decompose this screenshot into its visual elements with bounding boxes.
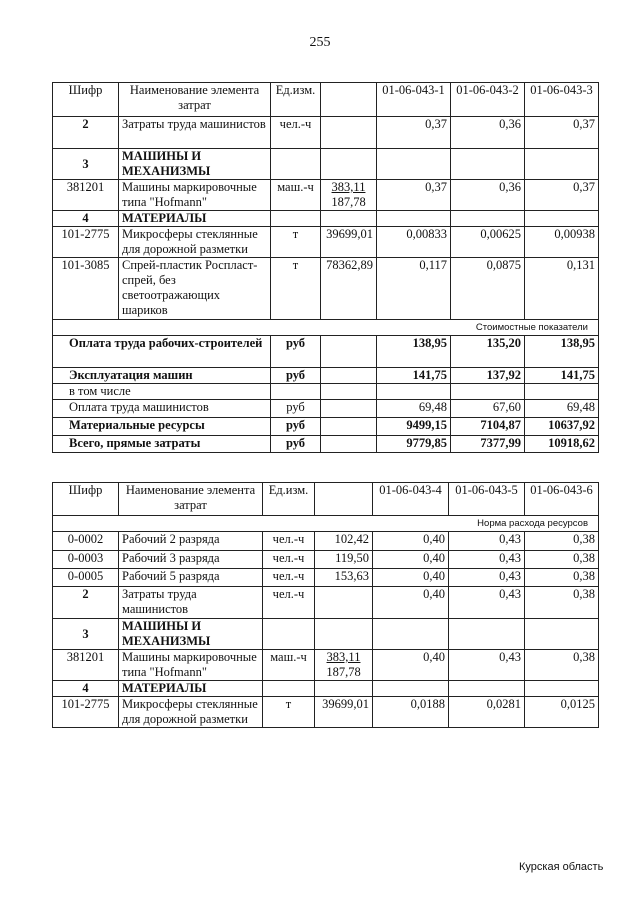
name-cell: Рабочий 3 разряда: [119, 551, 263, 569]
section-title: МАТЕРИАЛЫ: [119, 211, 271, 227]
table-header-row: [53, 83, 599, 117]
table-row: [53, 681, 599, 697]
section-title: МАТЕРИАЛЫ: [119, 681, 263, 697]
price-cell: [321, 180, 377, 211]
cipher-cell: 0-0005: [53, 569, 119, 587]
header-price: [315, 483, 373, 516]
value-cell: 0,00833: [377, 227, 451, 258]
cipher-cell: 0-0002: [53, 532, 119, 551]
table-row: [53, 117, 599, 149]
value-cell: 0,00938: [525, 227, 599, 258]
value-cell: 0,43: [449, 650, 525, 681]
price-cell: [321, 117, 377, 149]
value-cell: 0,0125: [525, 697, 599, 728]
value-cell: 0,00625: [451, 227, 525, 258]
unit-cell: руб: [271, 436, 321, 453]
cost-row: [53, 384, 599, 400]
header-code: 01-06-043-6: [525, 483, 599, 516]
value-cell: 69,48: [377, 400, 451, 418]
unit-cell: т: [263, 697, 315, 728]
table-row: [53, 227, 599, 258]
table-header-row: [53, 483, 599, 516]
price-value: 383,11: [331, 180, 366, 194]
name-cell: Микросферы стеклянные для дорожной разметки: [119, 697, 263, 728]
unit-cell: чел.-ч: [271, 117, 321, 149]
subheader-row: [53, 320, 599, 336]
value-cell: 69,48: [525, 400, 599, 418]
name-cell: Затраты труда машинистов: [119, 587, 263, 619]
value-cell: 7377,99: [451, 436, 525, 453]
table-row: [53, 149, 599, 180]
unit-cell: чел.-ч: [263, 569, 315, 587]
table-row: [53, 569, 599, 587]
value-cell: 0,0188: [373, 697, 449, 728]
unit-cell: маш.-ч: [263, 650, 315, 681]
price-cell: [315, 587, 373, 619]
unit-cell: т: [271, 227, 321, 258]
cipher-cell: 101-2775: [53, 227, 119, 258]
value-cell: 0,37: [377, 180, 451, 211]
table-row: [53, 697, 599, 728]
unit-cell: чел.-ч: [263, 551, 315, 569]
price-cell: [315, 650, 373, 681]
value-cell: 0,0875: [451, 258, 525, 320]
subheader-row: [53, 516, 599, 532]
value-cell: 0,40: [373, 650, 449, 681]
value-cell: 0,38: [525, 551, 599, 569]
value-cell: 10918,62: [525, 436, 599, 453]
header-name: Наименование элемента затрат: [119, 483, 263, 516]
cipher-cell: 381201: [53, 180, 119, 211]
value-cell: 0,43: [449, 587, 525, 619]
cost-name: Эксплуатация машин: [53, 368, 271, 384]
value-cell: 0,37: [377, 117, 451, 149]
section-title: МАШИНЫ И МЕХАНИЗМЫ: [119, 619, 263, 650]
name-cell: Микросферы стеклянные для дорожной разметки: [119, 227, 271, 258]
cipher-cell: 101-2775: [53, 697, 119, 728]
value-cell: 0,36: [451, 117, 525, 149]
cost-name: Всего, прямые затраты: [53, 436, 271, 453]
table-row: [53, 587, 599, 619]
unit-cell: руб: [271, 400, 321, 418]
name-cell: Затраты труда машинистов: [119, 117, 271, 149]
value-cell: 0,38: [525, 650, 599, 681]
value-cell: 9779,85: [377, 436, 451, 453]
name-cell: Машины маркировочные типа "Hofmann": [119, 180, 271, 211]
header-unit: Ед.изм.: [263, 483, 315, 516]
value-cell: 0,40: [373, 551, 449, 569]
value-cell: 0,117: [377, 258, 451, 320]
resource-table-2: [52, 482, 599, 728]
value-cell: 135,20: [451, 336, 525, 368]
header-price: [321, 83, 377, 117]
name-cell: Рабочий 5 разряда: [119, 569, 263, 587]
value-cell: 137,92: [451, 368, 525, 384]
header-code: 01-06-043-5: [449, 483, 525, 516]
value-cell: 0,37: [525, 180, 599, 211]
cipher-cell: 4: [53, 681, 119, 697]
name-cell: Рабочий 2 разряда: [119, 532, 263, 551]
value-cell: 0,40: [373, 587, 449, 619]
value-cell: 141,75: [377, 368, 451, 384]
unit-cell: руб: [271, 418, 321, 436]
name-cell: Машины маркировочные типа "Hofmann": [119, 650, 263, 681]
value-cell: 0,36: [451, 180, 525, 211]
table-row: [53, 650, 599, 681]
price-cell: 102,42: [315, 532, 373, 551]
value-cell: 141,75: [525, 368, 599, 384]
cost-name: в том числе: [53, 384, 271, 400]
value-cell: 0,131: [525, 258, 599, 320]
header-code: 01-06-043-2: [451, 83, 525, 117]
unit-cell: чел.-ч: [263, 532, 315, 551]
price-cell: 78362,89: [321, 258, 377, 320]
cipher-cell: 3: [53, 619, 119, 650]
unit-cell: руб: [271, 368, 321, 384]
header-code: 01-06-043-1: [377, 83, 451, 117]
table-row: [53, 532, 599, 551]
cipher-cell: 101-3085: [53, 258, 119, 320]
cost-name: Оплата труда машинистов: [53, 400, 271, 418]
cost-row: [53, 336, 599, 368]
value-cell: 67,60: [451, 400, 525, 418]
price-cell: 119,50: [315, 551, 373, 569]
cipher-cell: 0-0003: [53, 551, 119, 569]
cost-row: [53, 418, 599, 436]
value-cell: 0,0281: [449, 697, 525, 728]
value-cell: 0,40: [373, 569, 449, 587]
cost-name: Материальные ресурсы: [53, 418, 271, 436]
cipher-cell: 2: [53, 117, 119, 149]
header-name: Наименование элемента затрат: [119, 83, 271, 117]
table-row: [53, 211, 599, 227]
cipher-cell: 3: [53, 149, 119, 180]
table-row: [53, 180, 599, 211]
unit-cell: т: [271, 258, 321, 320]
value-cell: 10637,92: [525, 418, 599, 436]
value-cell: 0,37: [525, 117, 599, 149]
value-cell: 0,43: [449, 551, 525, 569]
header-code: 01-06-043-4: [373, 483, 449, 516]
price-value-2: 187,78: [331, 195, 366, 209]
name-cell: Спрей-пластик Роспласт-спрей, без светоотражающих шариков: [119, 258, 271, 320]
value-cell: 7104,87: [451, 418, 525, 436]
header-code: 01-06-043-3: [525, 83, 599, 117]
price-cell: 39699,01: [315, 697, 373, 728]
cost-row: [53, 368, 599, 384]
value-cell: 0,43: [449, 569, 525, 587]
page-number: 255: [309, 35, 331, 50]
value-cell: 0,38: [525, 569, 599, 587]
cost-row: [53, 436, 599, 453]
unit-cell: руб: [271, 336, 321, 368]
value-cell: 0,40: [373, 532, 449, 551]
header-unit: Ед.изм.: [271, 83, 321, 117]
cipher-cell: 4: [53, 211, 119, 227]
subheader-label: Стоимостные показатели: [53, 320, 599, 336]
table-row: [53, 258, 599, 320]
value-cell: 138,95: [377, 336, 451, 368]
unit-cell: маш.-ч: [271, 180, 321, 211]
value-cell: 0,38: [525, 532, 599, 551]
price-value-2: 187,78: [326, 665, 361, 679]
header-cipher: Шифр: [53, 83, 119, 117]
value-cell: 0,43: [449, 532, 525, 551]
cipher-cell: 381201: [53, 650, 119, 681]
unit-cell: чел.-ч: [263, 587, 315, 619]
value-cell: 0,38: [525, 587, 599, 619]
price-cell: 153,63: [315, 569, 373, 587]
value-cell: 9499,15: [377, 418, 451, 436]
subheader-label: Норма расхода ресурсов: [53, 516, 599, 532]
price-cell: 39699,01: [321, 227, 377, 258]
price-value: 383,11: [326, 650, 361, 664]
section-title: МАШИНЫ И МЕХАНИЗМЫ: [119, 149, 271, 180]
table-row: [53, 619, 599, 650]
value-cell: 138,95: [525, 336, 599, 368]
header-cipher: Шифр: [53, 483, 119, 516]
footer-region: Курская область: [519, 861, 604, 873]
cost-name: Оплата труда рабочих-строителей: [53, 336, 271, 368]
cost-row: [53, 400, 599, 418]
cipher-cell: 2: [53, 587, 119, 619]
table-row: [53, 551, 599, 569]
resource-table-1: [52, 82, 599, 453]
